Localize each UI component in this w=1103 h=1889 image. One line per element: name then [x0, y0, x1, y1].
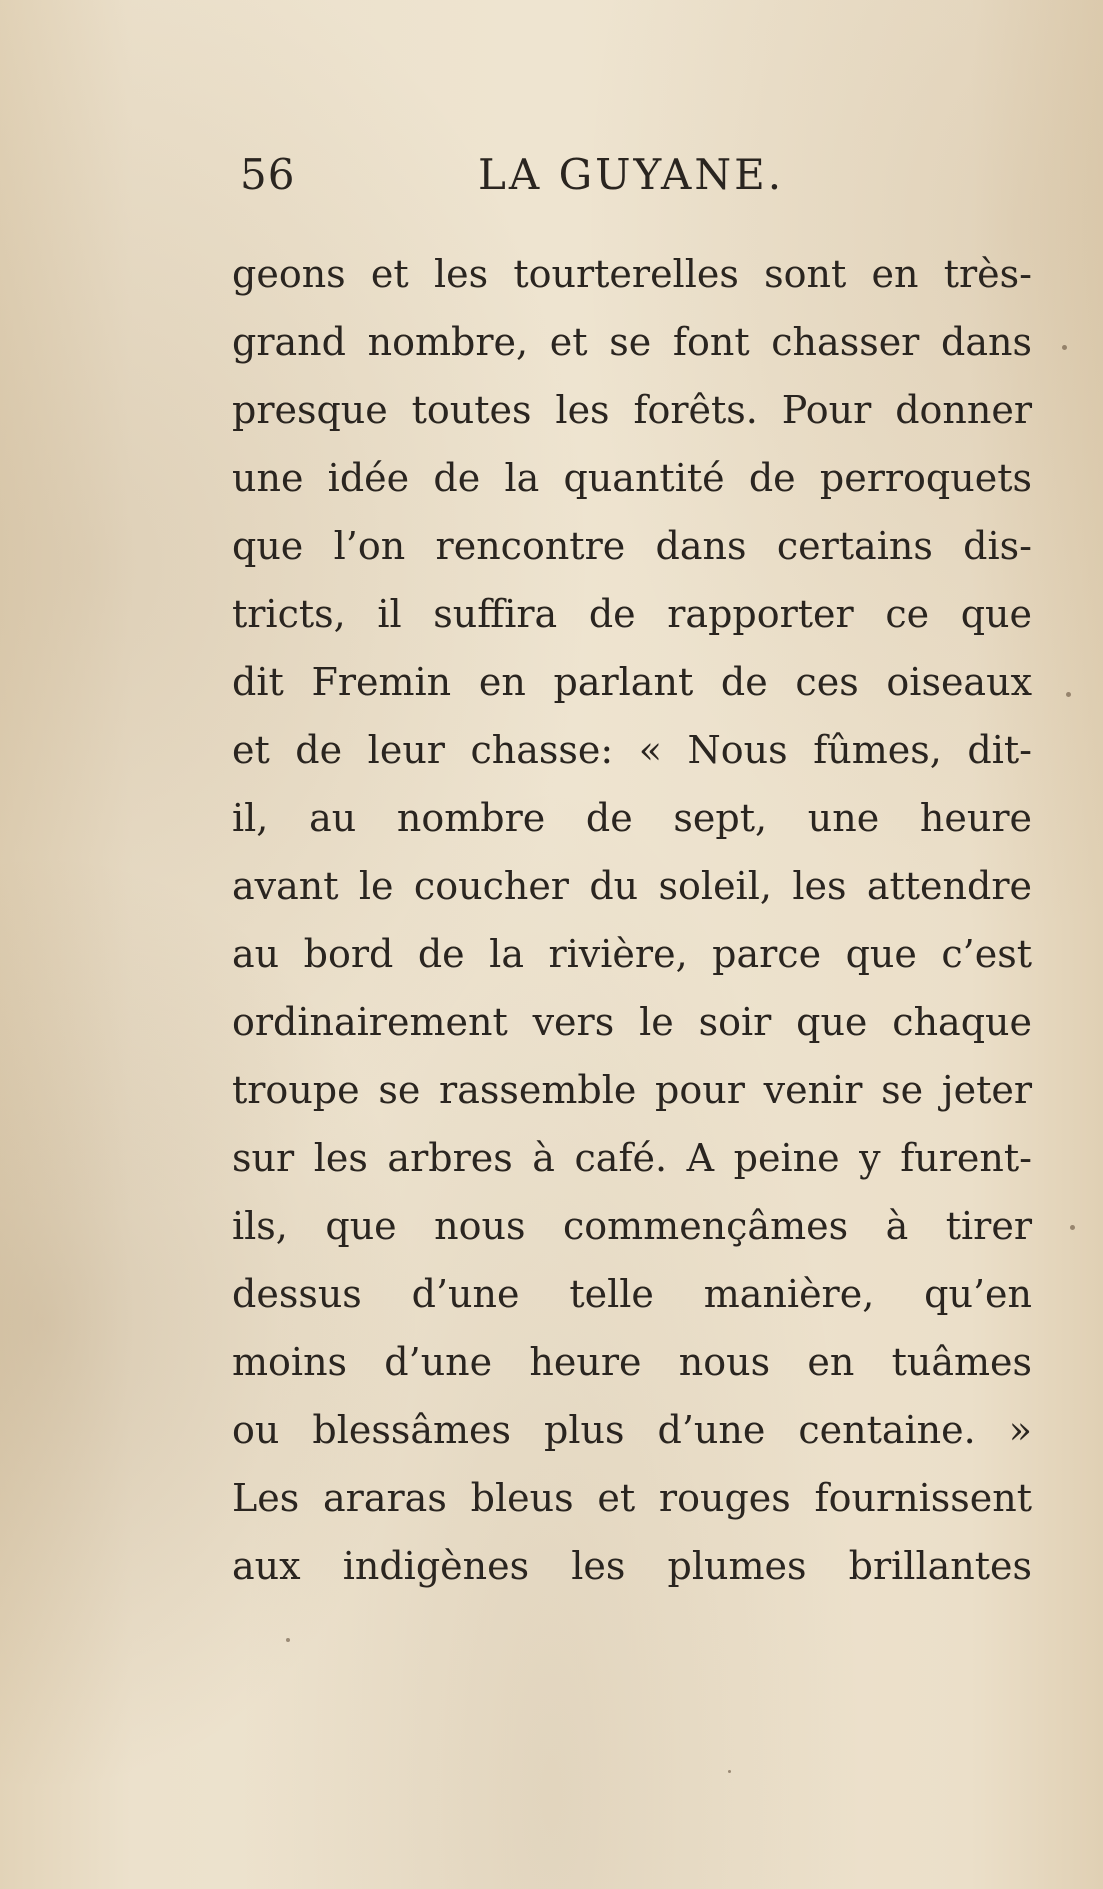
text-line: dessus d’une telle manière, qu’en: [232, 1272, 1032, 1316]
page-number: 56: [240, 150, 296, 199]
text-line: moins d’une heure nous en tuâmes: [232, 1340, 1032, 1384]
text-line: ordinairement vers le soir que chaque: [232, 1000, 1032, 1044]
text-line: il, au nombre de sept, une heure: [232, 796, 1032, 840]
body-text: [232, 240, 1032, 1600]
ink-speck: [1062, 345, 1067, 350]
text-line: une idée de la quantité de perroquets: [232, 456, 1032, 500]
text-line: ou blessâmes plus d’une centaine. »: [232, 1408, 1032, 1452]
running-title: LA GUYANE.: [478, 150, 785, 199]
text-line: au bord de la rivière, parce que c’est: [232, 932, 1032, 976]
text-line: et de leur chasse: « Nous fûmes, dit-: [232, 728, 1032, 772]
text-line: troupe se rassemble pour venir se jeter: [232, 1068, 1032, 1112]
text-line: presque toutes les forêts. Pour donner: [232, 388, 1032, 432]
text-line: avant le coucher du soleil, les attendre: [232, 864, 1032, 908]
page-header: [240, 150, 1040, 220]
ink-speck: [1066, 692, 1071, 697]
ink-speck: [728, 1770, 731, 1773]
text-line: dit Fremin en parlant de ces oiseaux: [232, 660, 1032, 704]
text-line: geons et les tourterelles sont en très-: [232, 252, 1032, 296]
ink-speck: [1070, 1225, 1075, 1230]
text-line: Les araras bleus et rouges fournissent: [232, 1476, 1032, 1520]
text-line: sur les arbres à café. A peine y furent-: [232, 1136, 1032, 1180]
text-line: tricts, il suffira de rapporter ce que: [232, 592, 1032, 636]
ink-speck: [286, 1638, 290, 1642]
text-line: grand nombre, et se font chasser dans: [232, 320, 1032, 364]
text-line: que l’on rencontre dans certains dis-: [232, 524, 1032, 568]
text-line: aux indigènes les plumes brillantes: [232, 1544, 1032, 1588]
text-line: ils, que nous commençâmes à tirer: [232, 1204, 1032, 1248]
